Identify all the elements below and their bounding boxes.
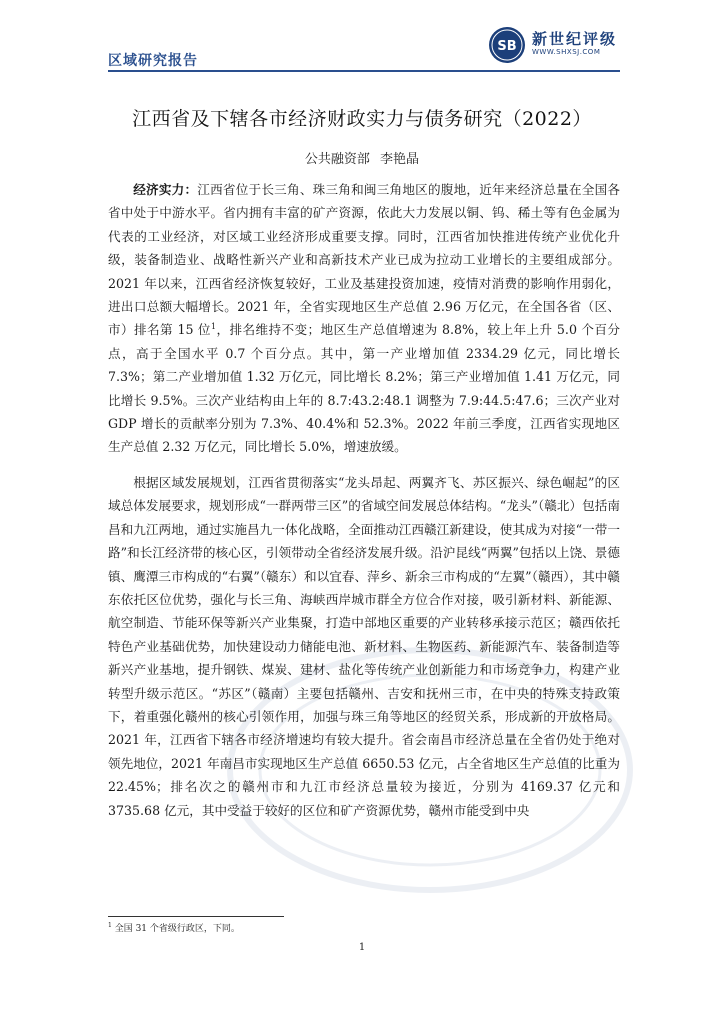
brand-seal-icon	[488, 26, 526, 64]
lead-term: 经济实力：	[133, 182, 198, 197]
brand-logo	[488, 26, 628, 66]
footnote-reference[interactable]: 1	[210, 322, 217, 332]
footnote-rule	[108, 916, 284, 917]
page-number: 1	[358, 942, 366, 953]
seal-letters: SB	[497, 39, 517, 54]
paragraph-economic-strength	[108, 178, 620, 459]
section-label: 区域研究报告	[108, 53, 198, 69]
document-title: 江西省及下辖各市经济财政实力与债务研究（2022）	[132, 108, 592, 130]
paragraph-regional-plan: 根据区域发展规划，江西省贯彻落实“龙头昂起、两翼齐飞、苏区振兴、绿色崛起”的区域总体发展要求，规划形成“一群两带三区”的省域空间发展总体结构。“龙头”（赣北）包括南昌和九江两地，通过实施昌九一体化战略，全面推动江西赣江新建设，使其成为对接“一带一路”和长江经济带的核心区，引领带动全省经济发展升级。沿沪昆线“两翼”包括以上饶、景德镇、鹰潭三市构成的“右翼”（赣东）和以宜春、萍乡、新余三市构成的“左翼”（赣西），其中赣东依托区位优势，强化与长三角、海峡西岸城市群全方位合作对接，吸引新材料、新能源、航空制造、节能环保等新兴产业集聚，打造中部地区重要的产业转移承接示范区；赣西依托特色产业基础优势，加快建设动力储能电池、新材料、生物医药、新能源汽车、装备制造等新兴产业基地，提升钢铁、煤炭、建材、盐化等传统产业创新能力和市场竞争力，构建产业转型升级示范区。“苏区”（赣南）主要包括赣州、吉安和抚州三市，在中央的特殊支持政策下，着重强化赣州的核心引领作用，加强与珠三角等地区的经贸关系，形成新的开放格局。2021 年，江西省下辖各市经济增速均有较大提升。省会南昌市经济总量在全省仍处于绝对领先地位，2021 年南昌市实现地区生产总值 6650.53 亿元，占全省地区生产总值的比重为 22.45%；排名次之的赣州市和九江市经济总量较为接近，分别为 4169.37 亿元和 3735.68 亿元，其中受益于较好的区位和矿产资源优势，赣州市能受到中央	[108, 474, 620, 818]
report-body	[108, 178, 620, 834]
paragraph-text-continued: ，排名维持不变；地区生产总值增速为 8.8%，较上年上升 5.0 个百分点，高于全国水平 0.7 个百分点。其中，第一产业增加值 2334.29 亿元，同比增长 7.3%；第二产业增加值 1.32 万亿元，同比增长 8.2%；第三产业增加值 1.41 万亿元，同比增长 9.5%。三次产业结构由上年的 8.7:43.2:48.1 调整为 7.9:44.5:47.6；三次产业对 GDP 增长的贡献率分别为 7.3%、40.4%和 52.3%。2022 年前三季度，江西省实现地区生产总值 2.32 万亿元，同比增长 5.0%，增速放缓。	[108, 322, 620, 455]
brand-url: WWW.SHXSJ.COM	[532, 48, 601, 56]
page-header	[0, 0, 724, 74]
author-byline: 公共融资部 李艳晶	[304, 152, 420, 167]
brand-name: 新世纪评级	[532, 30, 618, 48]
header-rule	[108, 70, 620, 72]
footnote	[108, 921, 240, 934]
paragraph-text: 江西省位于长三角、珠三角和闽三角地区的腹地，近年来经济总量在全国各省中处于中游水平。省内拥有丰富的矿产资源，依此大力发展以铜、钨、稀土等有色金属为代表的工业经济，对区域工业经济形成重要支撑。同时，江西省加快推进传统产业优化升级，装备制造业、战略性新兴产业和高新技术产业已成为拉动工业增长的主要组成部分。2021 年以来，江西省经济恢复较好，工业及基建投资加速，疫情对消费的影响作用弱化，进出口总额大幅增长。2021 年，全省实现地区生产总值 2.96 万亿元，在全国各省（区、市）排名第 15 位	[108, 182, 621, 338]
footnote-marker: 1	[108, 922, 112, 929]
footnote-text: 全国 31 个省级行政区，下同。	[114, 924, 240, 934]
